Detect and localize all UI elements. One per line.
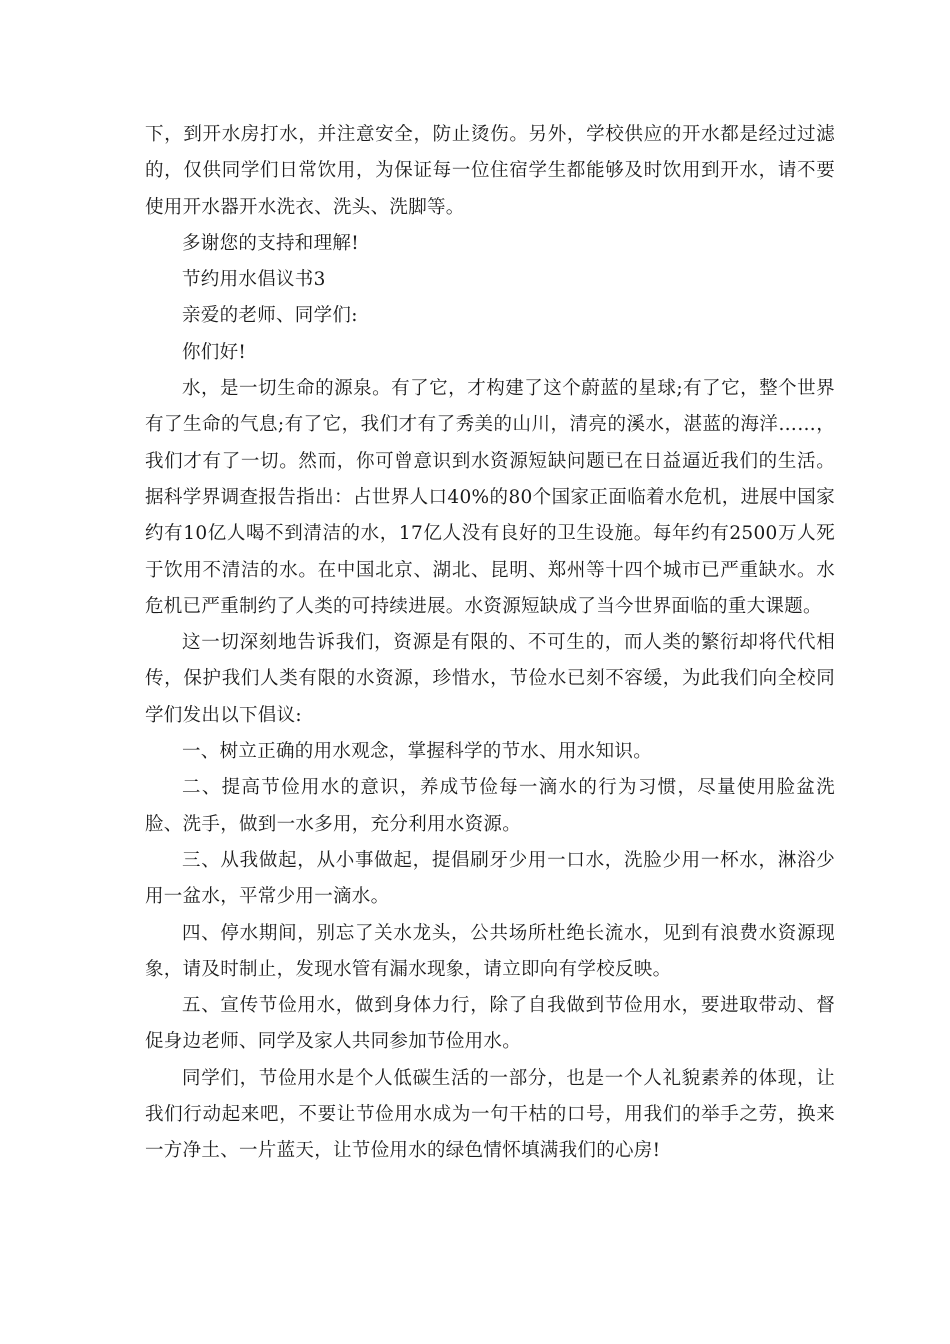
salutation: 亲爱的老师、同学们:	[182, 305, 358, 327]
proposal-item-5: 五、宣传节俭用水，做到身体力行，除了自我做到节俭用水，要进取带动、督促身边老师、同学及家人共同参加节俭用水。	[145, 995, 835, 1053]
paragraph-continuation: 下，到开水房打水，并注意安全，防止烫伤。另外，学校供应的开水都是经过过滤的，仅供同学们日常饮用，为保证每一位住宿学生都能够及时饮用到开水，请不要使用开水器开水洗衣、洗头、洗脚等。	[145, 124, 835, 218]
paragraph-closing: 同学们，节俭用水是个人低碳生活的一部分，也是一个人礼貌素养的体现，让我们行动起来吧，不要让节俭用水成为一句干枯的口号，用我们的举手之劳，换来一方净土、一片蓝天，让节俭用水的绿色情怀填满我们的心房!	[145, 1067, 835, 1162]
proposal-item-4: 四、停水期间，别忘了关水龙头，公共场所杜绝长流水，见到有浪费水资源现象，请及时制止，发现水管有漏水现象，请立即向有学校反映。	[145, 922, 835, 980]
greeting: 你们好!	[182, 341, 247, 363]
paragraph-thanks: 多谢您的支持和理解!	[182, 232, 359, 254]
proposal-item-1: 一、树立正确的用水观念，掌握科学的节水、用水知识。	[182, 741, 653, 763]
document-body	[145, 117, 835, 1170]
section-title: 节约用水倡议书3	[182, 269, 326, 291]
proposal-item-2: 二、提高节俭用水的意识，养成节俭每一滴水的行为习惯，尽量使用脸盆洗脸、洗手，做到一水多用，充分利用水资源。	[145, 777, 835, 835]
paragraph-water-crisis: 水，是一切生命的源泉。有了它，才构建了这个蔚蓝的星球;有了它，整个世界有了生命的气息;有了它，我们才有了秀美的山川，清亮的溪水，湛蓝的海洋……，我们才有了一切。然而，你可曾意识到水资源短缺问题已在日益逼近我们的生活。据科学界调查报告指出：占世界人口40%的80个国家正面临着水危机，进展中国家约有10亿人喝不到清洁的水，17亿人没有良好的卫生设施。每年约有2500万人死于饮用不清洁的水。在中国北京、湖北、昆明、郑州等十四个城市已严重缺水。水危机已严重制约了人类的可持续进展。水资源短缺成了当今世界面临的重大课题。	[145, 378, 835, 617]
paragraph-call-to-action: 这一切深刻地告诉我们，资源是有限的、不可生的，而人类的繁衍却将代代相传，保护我们人类有限的水资源，珍惜水，节俭水已刻不容缓，为此我们向全校同学们发出以下倡议:	[145, 632, 835, 726]
proposal-item-3: 三、从我做起，从小事做起，提倡刷牙少用一口水，洗脸少用一杯水，淋浴少用一盆水，平常少用一滴水。	[145, 849, 835, 908]
